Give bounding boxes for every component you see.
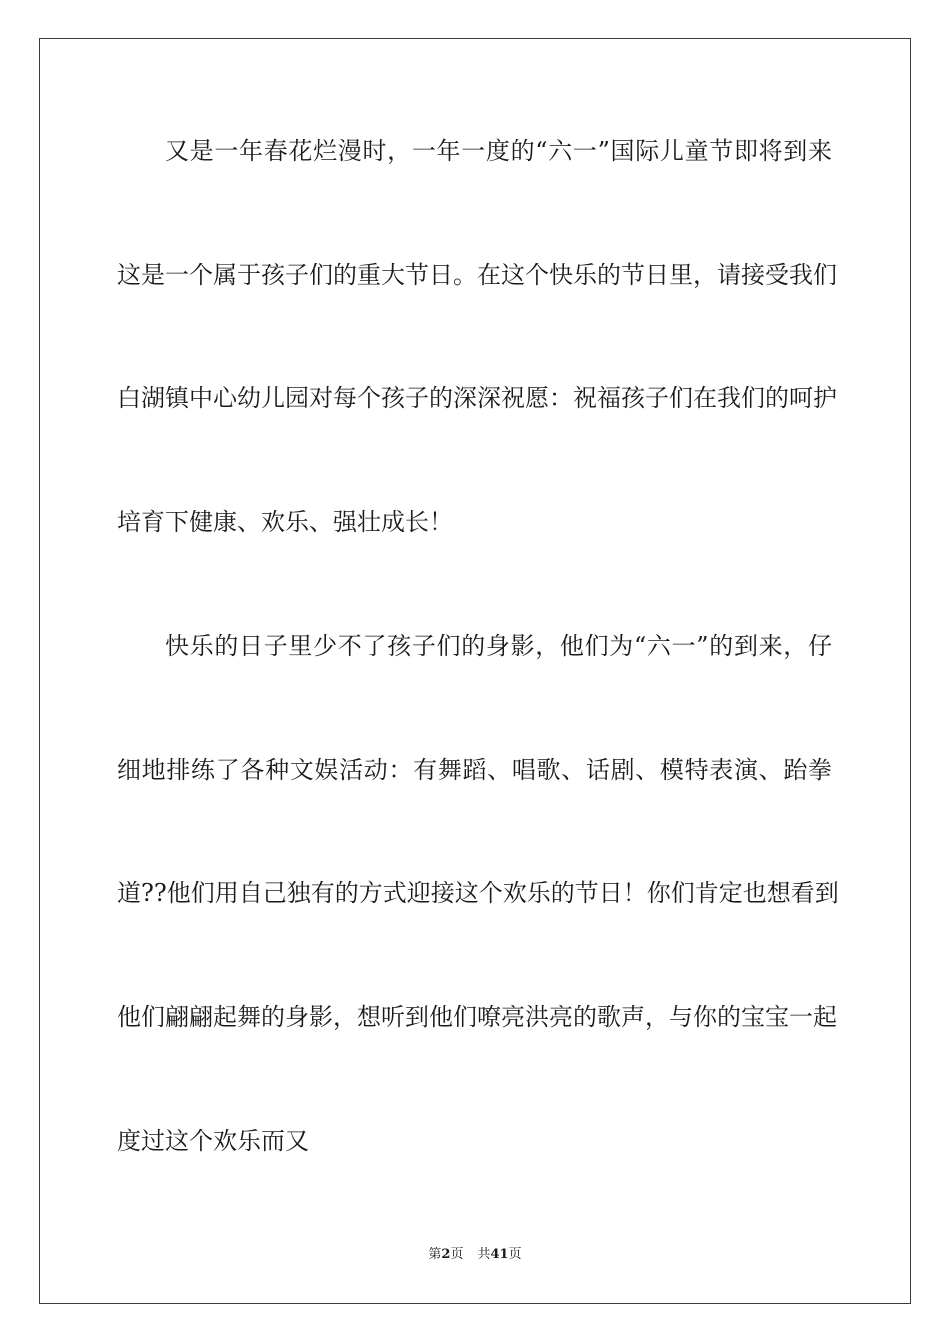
current-page-number: 2 <box>441 1247 451 1262</box>
page-border <box>39 38 911 1304</box>
page-label-prefix: 第 <box>428 1247 442 1262</box>
total-label-prefix: 共 <box>477 1247 491 1262</box>
paragraph-2-line-5: 度过这个欢乐而又 <box>117 1127 309 1155</box>
paragraph-1-line-4: 培育下健康、欢乐、强壮成长！ <box>117 508 453 536</box>
paragraph-2-line-1: 快乐的日子里少不了孩子们的身影，他们为“六一”的到来，仔 <box>165 632 832 660</box>
paragraph-1-line-2: 这是一个属于孩子们的重大节日。在这个快乐的节日里，请接受我们 <box>117 261 837 289</box>
page-label-suffix: 页 <box>450 1247 464 1262</box>
total-label-suffix: 页 <box>508 1247 522 1262</box>
page-footer <box>0 1245 950 1265</box>
paragraph-1-line-3: 白湖镇中心幼儿园对每个孩子的深深祝愿：祝福孩子们在我们的呵护 <box>117 384 837 412</box>
paragraph-2-line-2: 细地排练了各种文娱活动：有舞蹈、唱歌、话剧、模特表演、跆拳 <box>117 756 832 784</box>
total-pages-number: 41 <box>490 1247 509 1262</box>
paragraph-1-line-1: 又是一年春花烂漫时，一年一度的“六一”国际儿童节即将到来 <box>165 137 832 165</box>
paragraph-2-line-4: 他们翩翩起舞的身影，想听到他们嘹亮洪亮的歌声，与你的宝宝一起 <box>117 1003 837 1031</box>
paragraph-2-line-3: 道??他们用自己独有的方式迎接这个欢乐的节日！你们肯定也想看到 <box>117 879 839 907</box>
